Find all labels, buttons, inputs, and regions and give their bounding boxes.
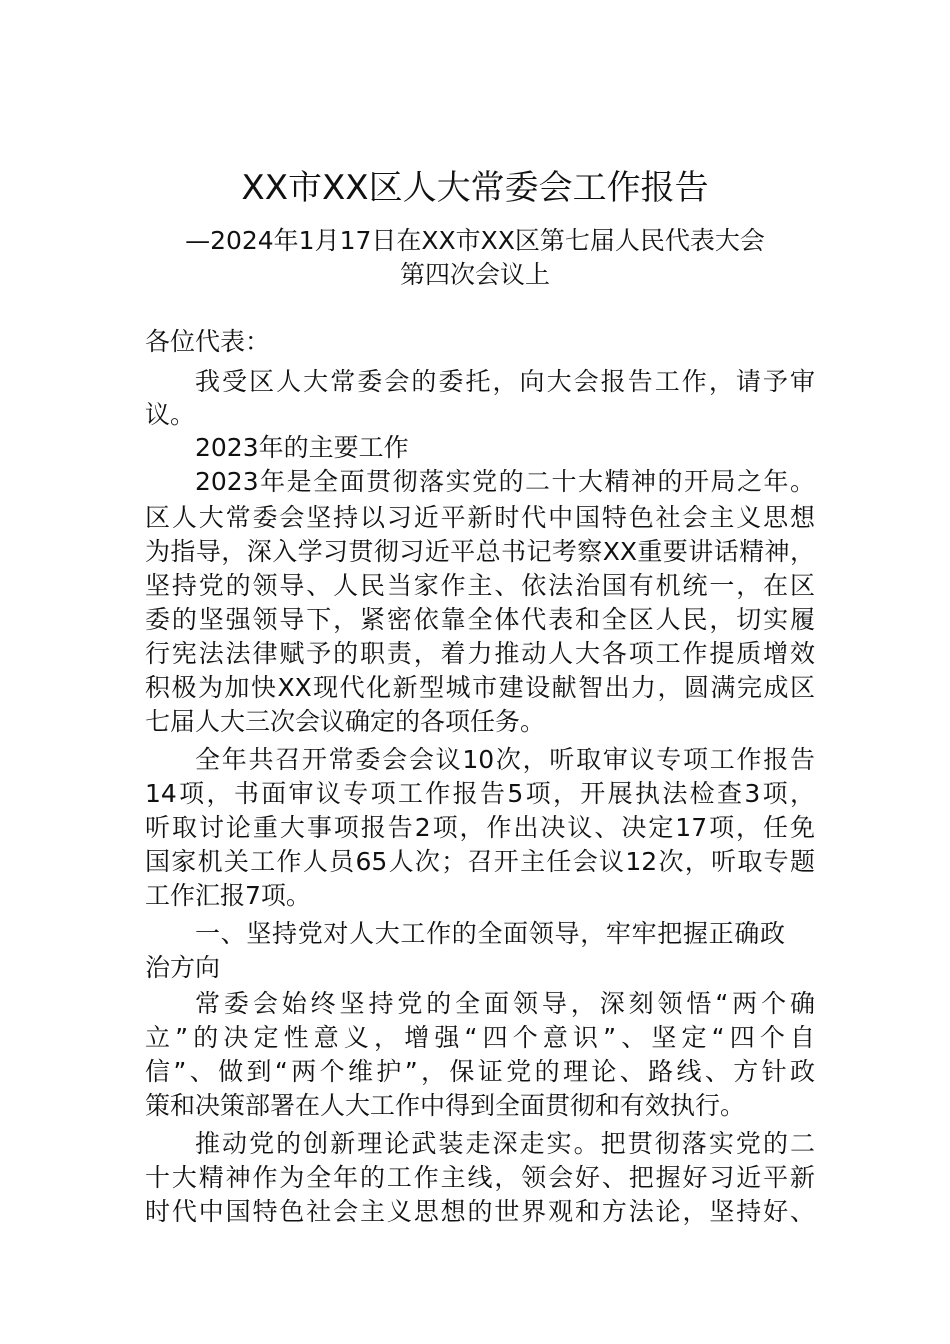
body-line: 七届人大三次会议确定的各项任务。 (145, 707, 546, 736)
section-heading: 治方向 (145, 953, 221, 982)
body-line: 听取讨论重大事项报告2项，作出决议、决定17项，任免 (145, 813, 815, 842)
document-title: XX市XX区人大常委会工作报告 (241, 168, 709, 208)
body-line: 策和决策部署在人大工作中得到全面贯彻和有效执行。 (145, 1091, 746, 1120)
body-line: 积极为加快XX现代化新型城市建设献智出力，圆满完成区 (145, 673, 815, 702)
section-heading: 2023年的主要工作 (195, 433, 409, 462)
section-heading: 一、坚持党对人大工作的全面领导，牢牢把握正确政 (195, 919, 785, 948)
body-line: 委的坚强领导下，紧密依靠全体代表和全区人民，切实履 (145, 605, 815, 634)
body-line: 立”的决定性意义，增强“四个意识”、坚定“四个自 (145, 1023, 815, 1052)
body-line: 工作汇报7项。 (145, 881, 311, 910)
body-line: 我受区人大常委会的委托，向大会报告工作，请予审 (195, 367, 815, 396)
body-line: 坚持党的领导、人民当家作主、依法治国有机统一，在区 (145, 571, 815, 600)
body-line: 区人大常委会坚持以习近平新时代中国特色社会主义思想 (145, 503, 815, 532)
body-line: 推动党的创新理论武装走深走实。把贯彻落实党的二 (195, 1129, 815, 1158)
body-line: 议。 (145, 400, 196, 429)
body-line: 为指导，深入学习贯彻习近平总书记考察XX重要讲话精神， (145, 537, 815, 566)
body-line: 14项，书面审议专项工作报告5项，开展执法检查3项， (145, 779, 815, 808)
salutation: 各位代表： (145, 327, 271, 356)
document-subtitle-line-1: —2024年1月17日在XX市XX区第七届人民代表大会 (185, 226, 765, 255)
body-line: 常委会始终坚持党的全面领导，深刻领悟“两个确 (195, 989, 815, 1018)
body-line: 2023年是全面贯彻落实党的二十大精神的开局之年。 (195, 467, 815, 496)
body-line: 全年共召开常委会会议10次，听取审议专项工作报告 (195, 745, 815, 774)
body-line: 时代中国特色社会主义思想的世界观和方法论，坚持好、 (145, 1197, 815, 1226)
body-line: 国家机关工作人员65人次；召开主任会议12次，听取专题 (145, 847, 815, 876)
document-subtitle-line-2: 第四次会议上 (399, 260, 550, 289)
body-line: 信”、做到“两个维护”，保证党的理论、路线、方针政 (145, 1057, 815, 1086)
body-line: 行宪法法律赋予的职责，着力推动人大各项工作提质增效 (145, 639, 815, 668)
body-line: 十大精神作为全年的工作主线，领会好、把握好习近平新 (145, 1163, 815, 1192)
